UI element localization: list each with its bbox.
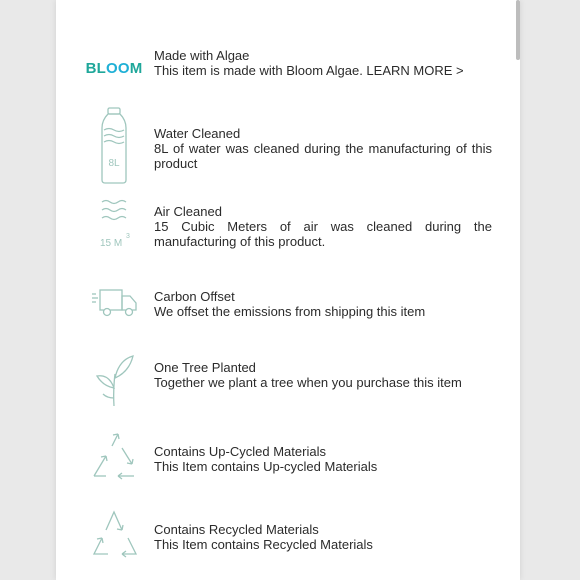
item-title: Contains Recycled Materials	[154, 522, 319, 537]
sprout-icon	[82, 350, 146, 410]
item-description[interactable]: This item is made with Bloom Algae. LEARN MORE >	[154, 63, 464, 78]
item-title: Made with Algae	[154, 48, 250, 63]
upcycle-triangle-icon	[82, 428, 146, 484]
list-item-one-tree-planted	[56, 350, 520, 410]
bloom-logo: BLOOM	[85, 59, 143, 77]
item-description: 15 Cubic Meters of air was cleaned during the manufacturing of this product.	[154, 219, 492, 249]
list-item-air-cleaned	[56, 196, 520, 252]
air-label-sup: 3	[126, 233, 130, 240]
list-item-made-with-algae[interactable]	[56, 44, 520, 94]
item-title: Air Cleaned	[154, 204, 222, 219]
item-description: 8L of water was cleaned during the manufacturing of this product	[154, 141, 492, 171]
sustainability-panel	[56, 0, 520, 580]
item-description: This Item contains Up-cycled Materials	[154, 459, 378, 474]
air-waves-icon	[82, 196, 146, 252]
delivery-truck-icon	[82, 282, 146, 322]
bottle-label: 8L	[108, 158, 120, 169]
item-title: One Tree Planted	[154, 360, 256, 375]
item-title: Water Cleaned	[154, 126, 241, 141]
list-item-carbon-offset	[56, 282, 520, 322]
item-description: This Item contains Recycled Materials	[154, 537, 373, 552]
recycle-triangle-icon	[82, 506, 146, 562]
item-description: We offset the emissions from shipping this item	[154, 304, 426, 319]
scrollbar[interactable]	[516, 0, 520, 60]
list-item-water-cleaned	[56, 106, 520, 186]
item-title: Contains Up-Cycled Materials	[154, 444, 326, 459]
list-item-upcycled-materials	[56, 428, 520, 484]
water-bottle-icon	[82, 106, 146, 186]
air-label: 15 M	[100, 238, 123, 249]
item-description: Together we plant a tree when you purchase this item	[154, 375, 462, 390]
list-item-recycled-materials	[56, 506, 520, 562]
item-title: Carbon Offset	[154, 289, 235, 304]
